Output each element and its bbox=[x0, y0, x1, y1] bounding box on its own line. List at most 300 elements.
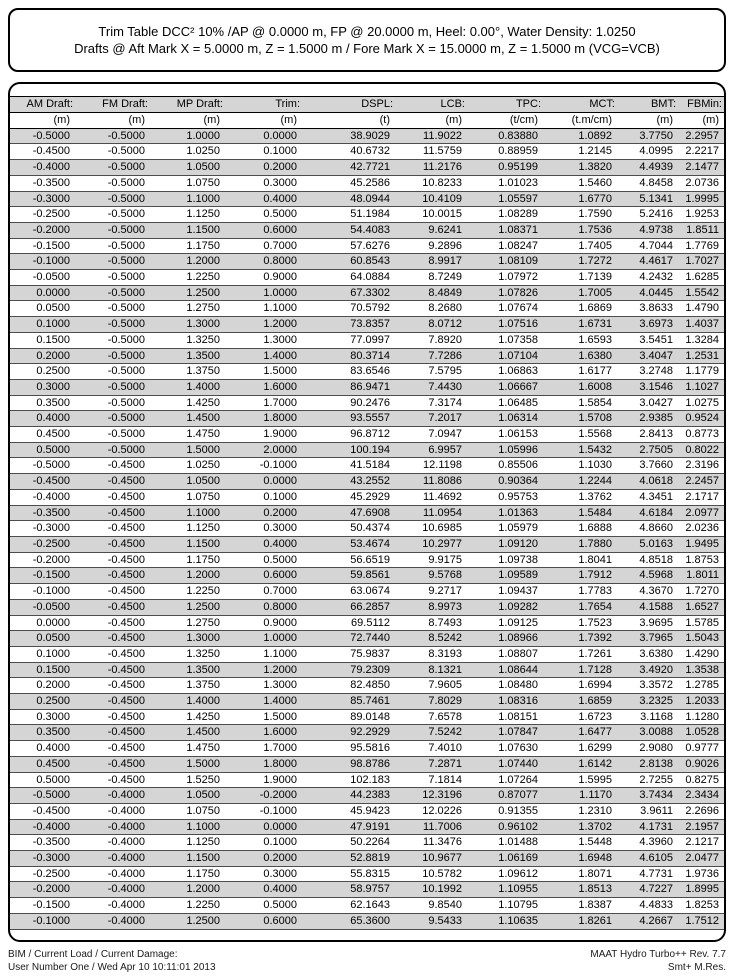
cell: 10.5782 bbox=[422, 867, 462, 880]
table-row bbox=[10, 128, 724, 144]
cell: 1.05597 bbox=[467, 191, 543, 207]
cell: -0.5000 bbox=[107, 239, 145, 252]
cell: 1.4500 bbox=[150, 411, 225, 427]
cell: 1.4000 bbox=[225, 694, 302, 710]
cell: 1.6477 bbox=[543, 725, 617, 741]
cell: 1.6888 bbox=[578, 522, 612, 535]
cell: 7.6578 bbox=[428, 710, 462, 723]
cell: 12.0226 bbox=[422, 804, 462, 817]
cell: -0.5000 bbox=[75, 254, 150, 270]
cell: 1.7392 bbox=[543, 631, 617, 647]
cell: 7.8920 bbox=[428, 333, 462, 346]
cell: 0.95753 bbox=[498, 490, 538, 503]
cell: -0.5000 bbox=[75, 285, 150, 301]
cell: 38.9029 bbox=[302, 128, 395, 144]
table-row bbox=[10, 819, 724, 835]
cell: 1.8995 bbox=[678, 882, 724, 898]
cell: 1.6527 bbox=[678, 599, 724, 615]
table-row bbox=[10, 662, 724, 678]
cell: 1.0250 bbox=[186, 459, 220, 472]
cell: 0.5000 bbox=[263, 553, 297, 566]
cell: 0.0000 bbox=[225, 819, 302, 835]
table-row bbox=[10, 631, 724, 647]
cell: 4.7044 bbox=[639, 239, 673, 252]
table-row bbox=[10, 175, 724, 191]
cell: -0.2000 bbox=[32, 553, 70, 566]
cell: 4.6105 bbox=[617, 851, 678, 867]
cell: 0.4000 bbox=[225, 882, 302, 898]
cell: 2.7255 bbox=[639, 773, 673, 786]
cell: -0.5000 bbox=[75, 379, 150, 395]
report-title-line1: Trim Table DCC² 10% /AP @ 0.0000 m, FP @ 20.0000 m, Heel: 0.00°, Water Density: 1.0250 bbox=[98, 24, 636, 39]
cell: 0.2000 bbox=[225, 160, 302, 176]
footer-right-line2: Smt+ M.Res. bbox=[667, 961, 726, 973]
cell: 1.09125 bbox=[498, 616, 538, 629]
col-unit-4: (t) bbox=[302, 113, 395, 129]
cell: 1.7536 bbox=[543, 222, 617, 238]
cell: 1.0892 bbox=[543, 128, 617, 144]
cell: 1.6285 bbox=[685, 271, 719, 284]
cell: 7.5242 bbox=[395, 725, 467, 741]
cell: -0.5000 bbox=[75, 160, 150, 176]
cell: 1.7027 bbox=[678, 254, 724, 270]
cell: 66.2857 bbox=[302, 599, 395, 615]
cell: 1.08644 bbox=[467, 662, 543, 678]
trim-table-head bbox=[10, 97, 724, 129]
cell: 1.6869 bbox=[578, 302, 612, 315]
cell: 0.3500 bbox=[36, 396, 70, 409]
cell: 59.8561 bbox=[302, 568, 395, 584]
cell: 2.2957 bbox=[678, 128, 724, 144]
cell: 1.1500 bbox=[150, 222, 225, 238]
cell: -0.4000 bbox=[10, 160, 75, 176]
cell: -0.4500 bbox=[10, 474, 75, 490]
cell: 1.6380 bbox=[543, 348, 617, 364]
table-row bbox=[10, 222, 724, 238]
cell: -0.5000 bbox=[75, 222, 150, 238]
table-body bbox=[10, 128, 724, 929]
cell: 5.2416 bbox=[639, 208, 673, 221]
cell: 12.1198 bbox=[423, 459, 462, 472]
cell: 1.01023 bbox=[498, 176, 538, 189]
cell: 4.6184 bbox=[617, 505, 678, 521]
table-row bbox=[10, 882, 724, 898]
cell: 1.3702 bbox=[543, 819, 617, 835]
cell: 0.96102 bbox=[467, 819, 543, 835]
cell: 0.3000 bbox=[263, 522, 297, 535]
cell: 0.5000 bbox=[36, 773, 70, 786]
table-row bbox=[10, 678, 724, 694]
cell: 47.6908 bbox=[302, 505, 395, 521]
cell: -0.4500 bbox=[75, 599, 150, 615]
cell: 1.9495 bbox=[678, 536, 724, 552]
cell: 1.3820 bbox=[543, 160, 617, 176]
cell: 1.5708 bbox=[543, 411, 617, 427]
cell: 1.6770 bbox=[543, 191, 617, 207]
cell: 0.0500 bbox=[10, 631, 75, 647]
cell: -0.4500 bbox=[107, 679, 145, 692]
table-row bbox=[10, 270, 724, 286]
footer-left bbox=[8, 948, 216, 974]
cell: 4.8518 bbox=[639, 553, 673, 566]
cell: 50.2264 bbox=[350, 836, 390, 849]
table-row bbox=[10, 646, 724, 662]
cell: 1.4000 bbox=[225, 348, 302, 364]
cell: -0.4000 bbox=[32, 490, 70, 503]
cell: 1.8041 bbox=[578, 553, 612, 566]
cell: 1.7590 bbox=[578, 208, 612, 221]
cell: 1.06153 bbox=[498, 428, 538, 441]
cell: 3.6973 bbox=[617, 317, 678, 333]
table-row bbox=[10, 521, 724, 537]
cell: 1.1500 bbox=[150, 851, 225, 867]
report-title-line2: Drafts @ Aft Mark X = 5.0000 m, Z = 1.5000 m / Fore Mark X = 15.0000 m, Z = 1.5000 m (VCG=VCB) bbox=[74, 41, 660, 56]
cell: 1.07440 bbox=[467, 756, 543, 772]
cell: 9.6241 bbox=[395, 222, 467, 238]
cell: 1.07826 bbox=[467, 285, 543, 301]
cell: 1.07972 bbox=[498, 271, 538, 284]
cell: 1.0500 bbox=[150, 160, 225, 176]
cell: 10.2977 bbox=[395, 536, 467, 552]
col-label-9: FBMin: bbox=[678, 97, 724, 113]
cell: 2.0000 bbox=[225, 442, 302, 458]
cell: -0.4500 bbox=[32, 145, 70, 158]
cell: 0.3000 bbox=[10, 379, 75, 395]
cell: 1.6299 bbox=[578, 742, 612, 755]
cell: 1.0250 bbox=[186, 145, 220, 158]
cell: 0.8022 bbox=[678, 442, 724, 458]
cell: 0.0000 bbox=[225, 128, 302, 144]
cell: -0.5000 bbox=[107, 428, 145, 441]
cell: -0.4500 bbox=[107, 616, 145, 629]
cell: 0.3000 bbox=[36, 710, 70, 723]
cell: 1.5000 bbox=[150, 756, 225, 772]
cell: 1.08289 bbox=[498, 208, 538, 221]
cell: 1.06667 bbox=[467, 379, 543, 395]
cell: -0.5000 bbox=[10, 128, 75, 144]
footer-left-line2: User Number One / Wed Apr 10 10:11:01 2013 bbox=[8, 961, 216, 973]
cell: 3.1168 bbox=[640, 710, 673, 723]
cell: 3.2325 bbox=[617, 694, 678, 710]
cell: -0.3000 bbox=[32, 522, 70, 535]
cell: 1.09738 bbox=[498, 553, 538, 566]
cell: 56.6519 bbox=[350, 553, 390, 566]
cell: -0.3000 bbox=[10, 851, 75, 867]
cell: -0.0500 bbox=[10, 599, 75, 615]
cell: 3.0427 bbox=[639, 396, 673, 409]
table-row bbox=[10, 568, 724, 584]
cell: 2.1477 bbox=[678, 160, 724, 176]
cell: 83.6546 bbox=[350, 365, 390, 378]
table-row bbox=[10, 301, 724, 317]
cell: 0.9026 bbox=[678, 756, 724, 772]
cell: 1.05979 bbox=[498, 522, 538, 535]
cell: 1.1779 bbox=[685, 365, 719, 378]
cell: -0.2000 bbox=[10, 222, 75, 238]
cell: -0.4500 bbox=[75, 694, 150, 710]
cell: 1.8261 bbox=[543, 913, 617, 929]
cell: 1.1500 bbox=[150, 536, 225, 552]
cell: 11.4692 bbox=[423, 490, 462, 503]
cell: 3.7965 bbox=[617, 631, 678, 647]
cell: 1.2500 bbox=[150, 285, 225, 301]
table-row bbox=[10, 584, 724, 600]
table-row bbox=[10, 191, 724, 207]
cell: -0.4500 bbox=[107, 647, 145, 660]
cell: 2.8413 bbox=[639, 428, 673, 441]
cell: 12.3196 bbox=[395, 788, 467, 804]
page-footer bbox=[8, 948, 726, 974]
cell: 0.0000 bbox=[36, 616, 70, 629]
footer-right bbox=[590, 948, 726, 974]
cell: 9.2896 bbox=[428, 239, 462, 252]
cell: 1.7005 bbox=[543, 285, 617, 301]
table-row bbox=[10, 442, 724, 458]
cell: 2.3196 bbox=[685, 459, 719, 472]
cell: 2.1957 bbox=[678, 819, 724, 835]
cell: 0.4000 bbox=[225, 536, 302, 552]
cell: 2.2457 bbox=[678, 474, 724, 490]
cell: 1.0750 bbox=[186, 490, 220, 503]
cell: 1.9736 bbox=[685, 867, 719, 880]
cell: -0.4500 bbox=[107, 773, 145, 786]
cell: 58.9757 bbox=[302, 882, 395, 898]
cell: -0.3500 bbox=[10, 505, 75, 521]
cell: 3.6380 bbox=[639, 647, 673, 660]
cell: 4.2432 bbox=[639, 271, 673, 284]
cell: 5.1341 bbox=[617, 191, 678, 207]
cell: 0.4500 bbox=[36, 428, 70, 441]
cell: 1.4750 bbox=[186, 428, 220, 441]
cell: -0.2500 bbox=[10, 536, 75, 552]
cell: 8.1321 bbox=[395, 662, 467, 678]
cell: -0.5000 bbox=[32, 459, 70, 472]
cell: -0.5000 bbox=[107, 365, 145, 378]
cell: 1.06863 bbox=[498, 365, 538, 378]
col-label-3: Trim: bbox=[225, 97, 302, 113]
cell: 1.8000 bbox=[225, 411, 302, 427]
col-label-8: BMT: bbox=[617, 97, 678, 113]
cell: 89.0148 bbox=[350, 710, 390, 723]
cell: 1.07674 bbox=[498, 302, 538, 315]
cell: 1.2250 bbox=[186, 899, 220, 912]
cell: 1.3000 bbox=[263, 679, 297, 692]
cell: 1.1750 bbox=[186, 553, 220, 566]
cell: 0.7000 bbox=[263, 585, 297, 598]
cell: 1.7523 bbox=[578, 616, 612, 629]
cell: -0.5000 bbox=[75, 128, 150, 144]
cell: 1.09612 bbox=[498, 867, 538, 880]
table-row bbox=[10, 725, 724, 741]
cell: 0.2000 bbox=[36, 679, 70, 692]
cell: 4.1731 bbox=[617, 819, 678, 835]
cell: 1.4290 bbox=[685, 647, 719, 660]
cell: 1.8071 bbox=[578, 867, 612, 880]
cell: 2.2696 bbox=[685, 804, 719, 817]
cell: 1.7880 bbox=[543, 536, 617, 552]
cell: 1.0750 bbox=[186, 804, 220, 817]
cell: 7.9605 bbox=[428, 679, 462, 692]
cell: 3.5451 bbox=[639, 333, 673, 346]
cell: 3.9695 bbox=[639, 616, 673, 629]
footer-right-line1: MAAT Hydro Turbo++ Rev. 7.7 bbox=[590, 948, 726, 960]
cell: 1.7405 bbox=[578, 239, 612, 252]
cell: 65.3600 bbox=[302, 913, 395, 929]
cell: 0.5000 bbox=[263, 899, 297, 912]
cell: -0.4000 bbox=[10, 819, 75, 835]
cell: 1.2000 bbox=[225, 662, 302, 678]
cell: 11.5759 bbox=[423, 145, 462, 158]
cell: -0.4000 bbox=[75, 882, 150, 898]
cell: 1.2145 bbox=[578, 145, 612, 158]
cell: 3.3572 bbox=[639, 679, 673, 692]
cell: 1.06314 bbox=[467, 411, 543, 427]
cell: 1.5484 bbox=[543, 505, 617, 521]
cell: 0.3500 bbox=[10, 725, 75, 741]
cell: 0.2000 bbox=[10, 348, 75, 364]
cell: 1.9000 bbox=[263, 428, 297, 441]
cell: 1.07516 bbox=[467, 317, 543, 333]
cell: 10.8233 bbox=[422, 176, 462, 189]
cell: 7.2871 bbox=[395, 756, 467, 772]
cell: 54.4083 bbox=[302, 222, 395, 238]
cell: 80.3714 bbox=[302, 348, 395, 364]
cell: 1.3000 bbox=[150, 317, 225, 333]
cell: 1.1030 bbox=[578, 459, 612, 472]
cell: -0.5000 bbox=[75, 411, 150, 427]
cell: 0.87077 bbox=[467, 788, 543, 804]
cell: -0.5000 bbox=[107, 396, 145, 409]
cell: 1.5250 bbox=[186, 773, 220, 786]
cell: 4.0445 bbox=[617, 285, 678, 301]
cell: 1.3538 bbox=[678, 662, 724, 678]
cell: -0.4500 bbox=[107, 742, 145, 755]
cell: -0.4000 bbox=[107, 899, 145, 912]
header-label-row bbox=[10, 97, 724, 113]
cell: 1.10955 bbox=[467, 882, 543, 898]
cell: 5.0163 bbox=[617, 536, 678, 552]
cell: 9.5768 bbox=[395, 568, 467, 584]
cell: 1.09120 bbox=[467, 536, 543, 552]
cell: 1.07358 bbox=[498, 333, 538, 346]
cell: 1.5432 bbox=[543, 442, 617, 458]
cell: 0.8275 bbox=[685, 773, 719, 786]
cell: 1.9995 bbox=[678, 191, 724, 207]
cell: 1.7000 bbox=[263, 742, 297, 755]
cell: 0.4000 bbox=[36, 742, 70, 755]
cell: 1.7912 bbox=[543, 568, 617, 584]
cell: 2.1717 bbox=[685, 490, 719, 503]
table-row bbox=[10, 474, 724, 490]
cell: 45.2929 bbox=[350, 490, 390, 503]
cell: 4.7731 bbox=[639, 867, 673, 880]
cell: 1.01488 bbox=[498, 836, 538, 849]
table-row bbox=[10, 144, 724, 160]
footer-left-line1: BIM / Current Load / Current Damage: bbox=[8, 948, 178, 960]
cell: 1.10635 bbox=[467, 913, 543, 929]
table-row bbox=[10, 552, 724, 568]
cell: 1.2000 bbox=[225, 317, 302, 333]
cell: 1.2000 bbox=[150, 254, 225, 270]
cell: -0.3000 bbox=[10, 191, 75, 207]
cell: 7.7286 bbox=[395, 348, 467, 364]
cell: 1.3000 bbox=[150, 631, 225, 647]
table-row bbox=[10, 379, 724, 395]
cell: 1.3250 bbox=[186, 647, 220, 660]
cell: 1.10795 bbox=[498, 899, 538, 912]
cell: 7.2017 bbox=[395, 411, 467, 427]
cell: 1.1750 bbox=[186, 239, 220, 252]
cell: 1.6008 bbox=[543, 379, 617, 395]
cell: -0.4500 bbox=[107, 585, 145, 598]
cell: 1.6948 bbox=[543, 851, 617, 867]
cell: 53.4674 bbox=[302, 536, 395, 552]
table-row bbox=[10, 536, 724, 552]
cell: -0.4500 bbox=[107, 710, 145, 723]
cell: 72.7440 bbox=[302, 631, 395, 647]
trim-table bbox=[10, 96, 724, 930]
cell: 0.0000 bbox=[10, 285, 75, 301]
cell: 4.4617 bbox=[617, 254, 678, 270]
cell: 7.0947 bbox=[428, 428, 462, 441]
cell: 0.6000 bbox=[225, 913, 302, 929]
cell: 1.08371 bbox=[467, 222, 543, 238]
cell: 0.1500 bbox=[36, 333, 70, 346]
cell: 2.3434 bbox=[678, 788, 724, 804]
cell: 41.5184 bbox=[350, 459, 390, 472]
cell: 1.6859 bbox=[543, 694, 617, 710]
cell: 1.4250 bbox=[186, 396, 220, 409]
cell: 9.8540 bbox=[428, 899, 462, 912]
cell: 4.2667 bbox=[617, 913, 678, 929]
cell: -0.5000 bbox=[10, 788, 75, 804]
cell: 1.7000 bbox=[263, 396, 297, 409]
col-unit-0: (m) bbox=[10, 113, 75, 129]
cell: 1.2500 bbox=[150, 913, 225, 929]
cell: 0.2500 bbox=[36, 365, 70, 378]
cell: 1.3750 bbox=[186, 679, 220, 692]
cell: -0.1500 bbox=[10, 568, 75, 584]
cell: -0.4000 bbox=[75, 788, 150, 804]
cell: 4.4833 bbox=[639, 899, 673, 912]
cell: 2.0977 bbox=[678, 505, 724, 521]
cell: 1.1000 bbox=[150, 191, 225, 207]
table-row bbox=[10, 756, 724, 772]
cell: 10.9677 bbox=[395, 851, 467, 867]
cell: 11.8086 bbox=[395, 474, 467, 490]
cell: 4.8660 bbox=[639, 522, 673, 535]
table-row bbox=[10, 866, 724, 882]
cell: 1.2000 bbox=[150, 882, 225, 898]
cell: 85.7461 bbox=[302, 694, 395, 710]
cell: 1.1000 bbox=[263, 302, 297, 315]
cell: 4.7227 bbox=[617, 882, 678, 898]
cell: 3.4920 bbox=[617, 662, 678, 678]
cell: 1.01363 bbox=[467, 505, 543, 521]
col-unit-8: (m) bbox=[617, 113, 678, 129]
cell: 1.7270 bbox=[685, 585, 719, 598]
cell: 1.1250 bbox=[186, 208, 220, 221]
cell: 64.0884 bbox=[350, 271, 390, 284]
cell: 1.5000 bbox=[263, 710, 297, 723]
cell: 1.1000 bbox=[150, 505, 225, 521]
cell: 1.05996 bbox=[467, 442, 543, 458]
cell: 1.5785 bbox=[685, 616, 719, 629]
cell: 90.2476 bbox=[350, 396, 390, 409]
cell: 45.9423 bbox=[350, 804, 390, 817]
cell: 1.5000 bbox=[263, 365, 297, 378]
cell: 1.7139 bbox=[578, 271, 612, 284]
